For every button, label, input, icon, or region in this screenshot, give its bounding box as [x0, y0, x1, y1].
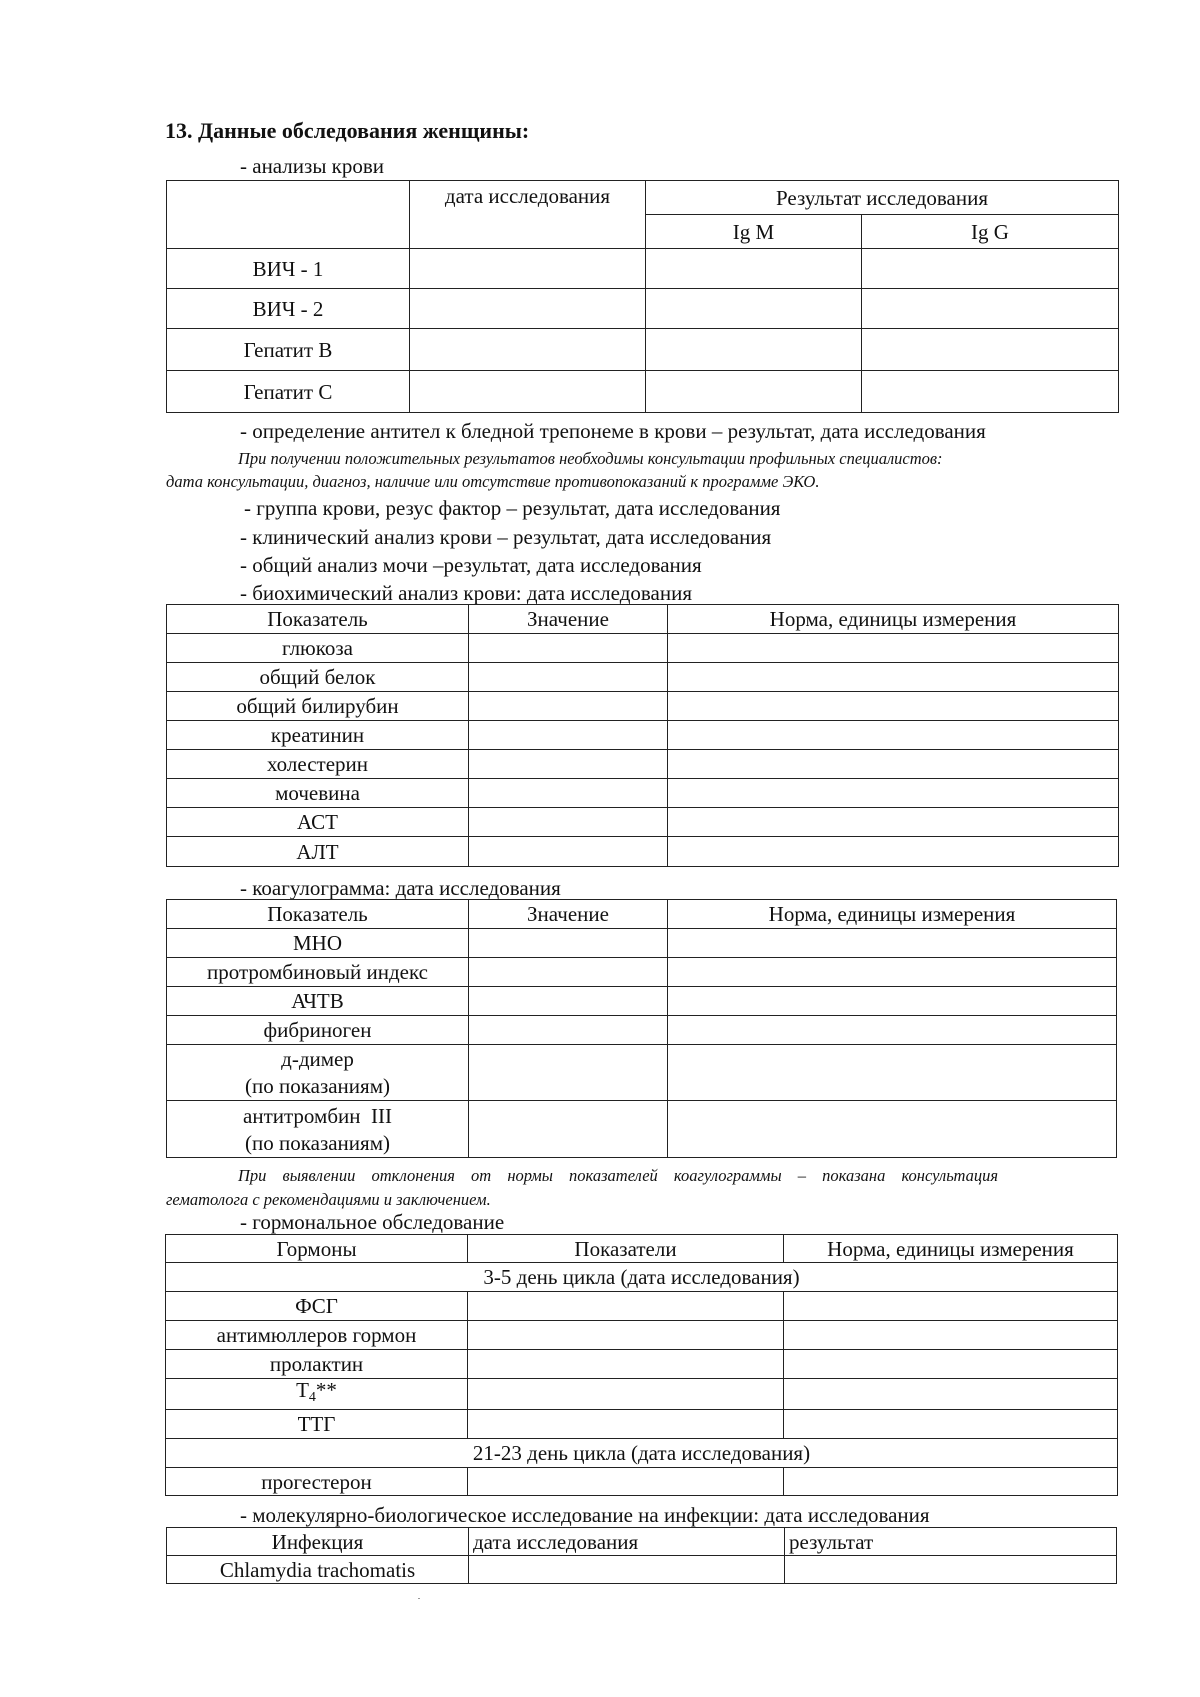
row-label-hepatitis-c: Гепатит С [167, 371, 410, 413]
row-label: АСТ [167, 808, 469, 837]
coagulogram-line: - коагулограмма: дата исследования [240, 876, 561, 900]
header-indicator: Показатель [167, 900, 469, 929]
header-result: Результат исследования [646, 181, 1119, 215]
clinical-blood-line: - клинический анализ крови – результат, дата исследования [240, 525, 772, 549]
row-label-antithrombin [167, 1101, 469, 1158]
row-label: МНО [167, 929, 469, 958]
empty-header-cell [167, 181, 410, 249]
row-label: антимюллеров гормон [166, 1321, 468, 1350]
phase-2-header: 21-23 день цикла (дата исследования) [166, 1439, 1118, 1468]
header-norm: Норма, единицы измерения [668, 900, 1117, 929]
scan-speck [418, 1598, 420, 1599]
infection-table [166, 1527, 1117, 1584]
row-label: холестерин [167, 750, 469, 779]
hormone-table [165, 1234, 1118, 1496]
row-label: общий билирубин [167, 692, 469, 721]
row-label: прогестерон [166, 1468, 468, 1496]
header-igm: Ig M [646, 215, 862, 249]
note-coag-line2: гематолога с рекомендациями и заключением. [166, 1190, 491, 1209]
blood-tests-label: - анализы крови [240, 154, 385, 178]
biochem-line: - биохимический анализ крови: дата исследования [240, 581, 692, 605]
note-coag-line1: При выявлении отклонения от нормы показателей коагулограммы – показана консультация [238, 1166, 999, 1185]
antithrombin-line1: антитромбин III [243, 1103, 392, 1128]
hormone-line: - гормональное обследование [240, 1210, 505, 1234]
note-positive-line1: При получении положительных результатов необходимы консультации профильных специалистов: [238, 449, 943, 468]
row-label: ТТГ [166, 1410, 468, 1439]
row-label-hiv1: ВИЧ - 1 [167, 249, 410, 289]
header-indicator: Показатель [167, 605, 469, 634]
header-hormones: Гормоны [166, 1235, 468, 1263]
blood-tests-table [166, 180, 1119, 413]
row-label-t4: $Т_4**$ [166, 1379, 468, 1410]
section-title: 13. Данные обследования женщины: [165, 118, 530, 143]
header-value: Значение [469, 900, 668, 929]
antithrombin-line2: (по показаниям) [245, 1130, 390, 1155]
header-result: результат [785, 1528, 1117, 1556]
row-label: общий белок [167, 663, 469, 692]
header-indicators: Показатели [468, 1235, 784, 1263]
row-label: креатинин [167, 721, 469, 750]
header-igg: Ig G [862, 215, 1119, 249]
header-date: дата исследования [469, 1528, 785, 1556]
header-value: Значение [469, 605, 668, 634]
coagulogram-table [166, 899, 1117, 1158]
phase-1-header: 3-5 день цикла (дата исследования) [166, 1263, 1118, 1292]
row-label: мочевина [167, 779, 469, 808]
row-label: АЛТ [167, 837, 469, 867]
ddimer-line2: (по показаниям) [245, 1074, 390, 1098]
ddimer-line1: д-димер [281, 1047, 354, 1071]
molecular-line: - молекулярно-биологическое исследование на инфекции: дата исследования [240, 1503, 930, 1527]
biochem-table [166, 604, 1119, 867]
row-label: АЧТВ [167, 987, 469, 1016]
header-date: дата исследования [410, 181, 646, 249]
row-label-hepatitis-b: Гепатит В [167, 329, 410, 371]
row-label-ddimer [167, 1045, 469, 1101]
row-label: протромбиновый индекс [167, 958, 469, 987]
urine-line: - общий анализ мочи –результат, дата исследования [240, 553, 702, 577]
row-label: пролактин [166, 1350, 468, 1379]
header-infection: Инфекция [167, 1528, 469, 1556]
header-norm: Норма, единицы измерения [784, 1235, 1118, 1263]
row-label: ФСГ [166, 1292, 468, 1321]
row-label-hiv2: ВИЧ - 2 [167, 289, 410, 329]
blood-group-line: - группа крови, резус фактор – результат, дата исследования [244, 496, 781, 520]
row-label: глюкоза [167, 634, 469, 663]
treponema-line: - определение антител к бледной трепонеме в крови – результат, дата исследования [240, 419, 986, 443]
row-label: Chlamydia trachomatis [167, 1556, 469, 1584]
header-norm: Норма, единицы измерения [668, 605, 1119, 634]
row-label: фибриноген [167, 1016, 469, 1045]
note-positive-line2: дата консультации, диагноз, наличие или отсутствие противопоказаний к программе ЭКО. [166, 472, 820, 491]
